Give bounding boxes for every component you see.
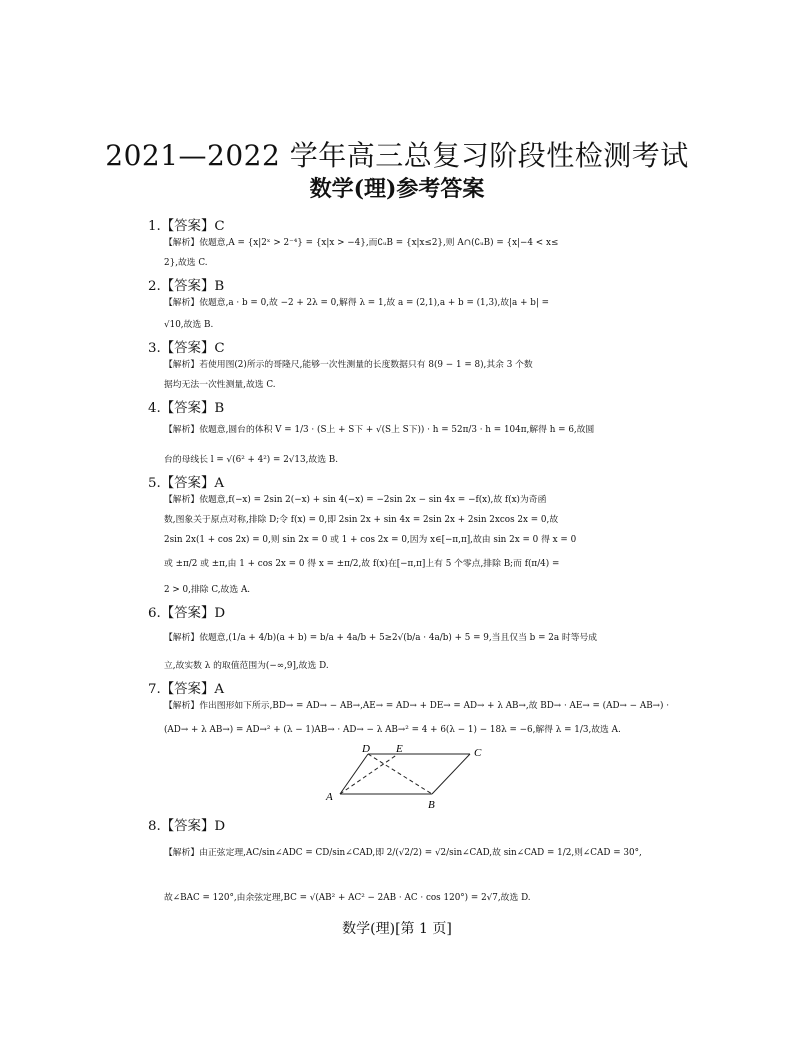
edge-ad — [340, 754, 368, 794]
explanation-line: 据均无法一次性测量,故选 C. — [164, 380, 276, 390]
explanation-line: 2sin 2x(1 + cos 2x) = 0,则 sin 2x = 0 或 1 + cos 2x = 0,因为 x∈[−π,π],故由 sin 2x = 0 得 x = 0 — [164, 535, 577, 545]
answer-line: 7.【答案】A — [148, 682, 225, 697]
page-footer: 数学(理)[第 1 页] — [342, 921, 452, 937]
explanation-line: 2 > 0,排除 C,故选 A. — [164, 585, 251, 595]
explanation-line: 【解析】作出图形如下所示,BD→ = AD→ − AB→,AE→ = AD→ + DE→ = AD→ + λ AB→,故 BD→ · AE→ = (AD→ − AB→) · — [164, 701, 670, 711]
explanation-line: (AD→ + λ AB→) = AD→² + (λ − 1)AB→ · AD→ − λ AB→² = 4 + 6(λ − 1) − 18λ = −6,解得 λ = 1/3,故选 A. — [164, 725, 621, 735]
label-e: E — [396, 743, 403, 755]
label-a: A — [326, 791, 333, 803]
answer-line: 5.【答案】A — [148, 476, 225, 491]
answer-line: 3.【答案】C — [148, 341, 225, 356]
explanation-line: 故∠BAC = 120°,由余弦定理,BC = √(AB² + AC² − 2AB · AC · cos 120°) = 2√7,故选 D. — [164, 893, 531, 903]
explanation-line: 或 ±π/2 或 ±π,由 1 + cos 2x = 0 得 x = ±π/2,故 f(x)在[−π,π]上有 5 个零点,排除 B;而 f(π/4) = — [164, 559, 560, 569]
answer-line: 6.【答案】D — [148, 606, 226, 621]
explanation-line: 【解析】若使用图(2)所示的哥隆尺,能够一次性测量的长度数据只有 8(9 − 1 = 8),其余 3 个数 — [164, 360, 533, 370]
explanation-line: 立,故实数 λ 的取值范围为(−∞,9],故选 D. — [164, 661, 329, 671]
explanation-line: 【解析】依题意,(1/a + 4/b)(a + b) = b/a + 4a/b + 5≥2√(b/a · 4a/b) + 5 = 9,当且仅当 b = 2a 时等号成 — [164, 633, 598, 643]
edge-bc — [432, 754, 470, 794]
explanation-line: 数,图象关于原点对称,排除 D;令 f(x) = 0,即 2sin 2x + sin 4x = 2sin 2x + 2sin 2xcos 2x = 0,故 — [164, 515, 559, 525]
explanation-line: 台的母线长 l = √(6² + 4²) = 2√13,故选 B. — [164, 455, 339, 465]
explanation-line: 【解析】依题意,圆台的体积 V = 1/3 · (S上 + S下 + √(S上 S下)) · h = 52π/3 · h = 104π,解得 h = 6,故圆 — [164, 425, 595, 435]
page-subtitle: 数学(理)参考答案 — [309, 176, 485, 202]
answer-line: 8.【答案】D — [148, 819, 226, 834]
vector-ae — [340, 754, 398, 794]
label-d: D — [362, 743, 370, 755]
answer-line: 1.【答案】C — [148, 219, 225, 234]
answer-line: 4.【答案】B — [148, 401, 225, 416]
explanation-line: 【解析】由正弦定理,AC/sin∠ADC = CD/sin∠CAD,即 2/(√2/2) = √2/sin∠CAD,故 sin∠CAD = 1/2,则∠CAD = 30°, — [164, 848, 642, 858]
page-title: 2021—2022 学年高三总复习阶段性检测考试 — [105, 139, 689, 172]
explanation-line: √10,故选 B. — [164, 320, 214, 330]
vector-db — [368, 754, 432, 794]
explanation-line: 【解析】依题意,A = {x|2ˣ > 2⁻⁴} = {x|x > −4},而∁ᵤB = {x|x≤2},则 A∩(∁ᵤB) = {x|−4 < x≤ — [164, 238, 559, 248]
explanation-line: 2},故选 C. — [164, 258, 208, 268]
parallelogram-diagram — [320, 742, 520, 812]
label-b: B — [428, 799, 435, 811]
explanation-line: 【解析】依题意,f(−x) = 2sin 2(−x) + sin 4(−x) = −2sin 2x − sin 4x = −f(x),故 f(x)为奇函 — [164, 495, 547, 505]
explanation-line: 【解析】依题意,a · b = 0,故 −2 + 2λ = 0,解得 λ = 1,故 a = (2,1),a + b = (1,3),故|a + b| = — [164, 298, 550, 308]
label-c: C — [474, 747, 482, 759]
answer-line: 2.【答案】B — [148, 279, 225, 294]
